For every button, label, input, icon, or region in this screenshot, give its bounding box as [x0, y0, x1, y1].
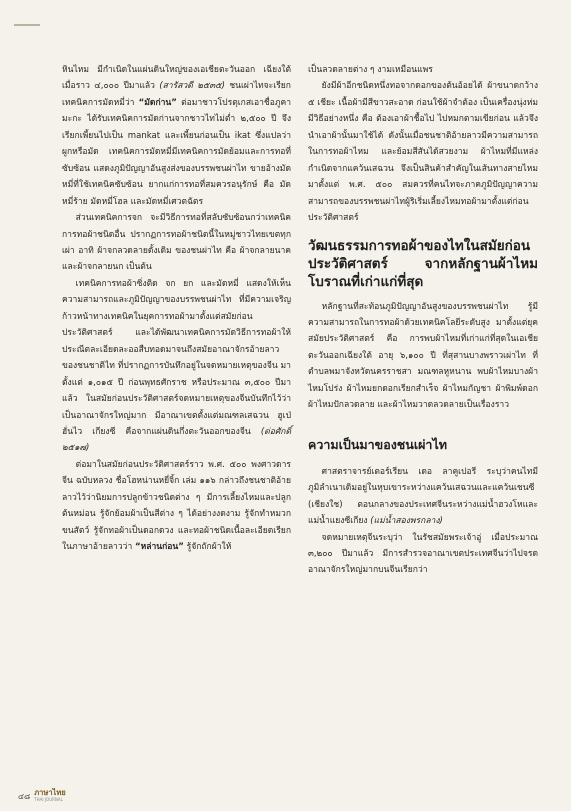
corner-mark	[14, 6, 40, 26]
magazine-logo	[34, 789, 65, 803]
text-run: ศาสตราจารย์เตอร์เรียน เดอ ลาคูเปอรี ระบุว่าคนไทมีภูมิลำเนาเดิมอยู่ในหุบเขาระหว่างแคว้นเสฉวนและแคว้นเชนซี (เชียงใช) ตอนกลางของประเทศจีนระหว่างแม่น้ำฮวงโหและแม่น้ำแยงซีเกียง	[308, 466, 538, 527]
body-paragraph	[62, 276, 291, 457]
body-paragraph	[62, 210, 291, 276]
body-paragraph	[62, 62, 291, 210]
body-paragraph	[308, 530, 538, 579]
emphasis-term: “หล่านก่อน”	[134, 542, 184, 553]
magazine-subtitle: THAI JOURNAL	[34, 797, 63, 802]
left-column	[62, 62, 291, 556]
section-heading: วัฒนธรรมการทอผ้าของไทในสมัยก่อนประวัติศาสตร์ จากหลักฐานผ้าไหมโบราณที่เก่าแก่ที่สุด	[308, 237, 538, 290]
section-heading: ความเป็นมาของชนเผ่าไท	[308, 436, 447, 452]
citation: (สารัสวดี ๒๕๓๕)	[159, 81, 225, 92]
magazine-name: ภาษาไทย	[34, 788, 66, 797]
body-paragraph	[308, 78, 538, 226]
citation: (ต่อศักดิ์ ๒๕๑๗)	[62, 426, 291, 454]
text-run: ชนเผ่าไทจะเรียกเทคนิคการมัดหมี่ว่า	[62, 81, 291, 108]
text-run: เทคนิคการทอผ้าซิ่งติด จก ยก และมัดหมี่ แสดงให้เห็นความสามารถและภูมิปัญญาของบรรพชนผ่าไท ที่มีความเจริญก้าวหน้าทางเทคนิคในยุคการทอผ้ามาตั้งแต่สมัยก่อนประวัติศาสตร์ และได้พัฒนาเทคนิคการมัดวิธีการทอผ้าให้ประณีตละเอียดละออสืบทอดมาจนถึงสมัยอาณาจักรอ้ายลาว ของชนชาติไท ที่ปรากฏการบันทึกอยู่ในจดหมายเหตุของจีน มาตั้งแต่ ๑,๐๑๕ ปี ก่อนพุทธศักราช หรือประมาณ ๓,๕๐๐ ปีมาแล้ว ในสมัยก่อนประวัติศาสตร์จดหมายเหตุของจีนบันทึกไว้ว่า เป็นอาณาจักรใหญ่มาก มีอาณาเขตตั้งแต่มณฑลเสฉวน ฮูเป่ ฮั่นไว เกียงซี คือจากแผ่นดินกึ่งตะวันออกของจีน	[62, 278, 291, 437]
text-run: ต่อมาในสมัยก่อนประวัติศาสตร์ราว พ.ศ. ๕๐๐ พงศาวดารจีน ฉบับหลวง ชื่อโฮหน่านหยี่จิ้ก เล่ม ๑๑๖ กล่าวถึงชนชาติอ้ายลาวไว้ว่านิยมการปลูกข้าวชนิดต่าง ๆ มีการเลี้ยงไหมและปลูกต้นหม่อน รู้จักย้อมผ้าเป็นสีต่าง ๆ ได้อย่างงดงาม รู้จักทำหมวก ขนสัตว์ รู้จักทอผ้าเป็นดอกดวง และทอผ้าชนิดเนื้อละเอียดเรียกในภาษาอ้ายลาวว่า	[62, 459, 291, 553]
body-paragraph	[308, 464, 538, 530]
page-footer	[18, 789, 66, 803]
text-run: รู้จักถักผ้าให้	[183, 542, 232, 553]
right-column	[308, 62, 538, 579]
text-run: หินไหม มีกำเนิดในแผ่นดินใหญ่ของเอเชียตะวันออก เฉียงใต้เมื่อราว ๔,๐๐๐ ปีมาแล้ว	[62, 65, 291, 92]
body-paragraph	[308, 62, 538, 78]
emphasis-term: “มัดก่าน”	[138, 97, 177, 108]
body-paragraph	[308, 299, 538, 414]
page-number: ๔๘	[18, 791, 31, 801]
text-run: ส่วนเทคนิคการจก จะมีวิธีการทอที่สลับซับซ้อนกว่าเทคนิคการทอผ้าชนิดอื่น ปรากฏการทอผ้าชนิดนี้ในหมู่ชาวไทยเขตทุกเผ่า อาทิ ผ้าจกลวดลายดั้งเดิม ของชนผ่าไท คือ ผ้าจกลายนาค และผ้าจกลายนก เป็นต้น	[62, 213, 291, 273]
text-run: หลักฐานที่สะท้อนภูมิปัญญาอันสูงของบรรพชนผ่าไท รู้มีความสามารถในการทอผ้าด้วยเทคนิคโลยีระดับสูง มาตั้งแต่ยุคสมัยประวัติศาสตร์ คือ การพบผ้าไหมที่เก่าแก่ที่สุดในเอเชียตะวันออกเฉียงใต้ อายุ ๖,๑๐๐ ปี ที่สุสานบางพราวเผ่าไท ที่ตำบลพมาจังหวัดนครราชสา มณฑลหูหนาน พบผ้าไหมบางผ้าไหมโปร่ง ผ้าไหมยกดอกเรียกสำเร็จ ผ้าไหมกัญชา ผ้าพิมพ์ดอก ผ้าไหมปักลวดลาย และผ้าไหมวาดลวดลายเป็นเรื่องราว	[308, 301, 538, 411]
text-run: เป็นลวดลายต่าง ๆ งามเหมือนแพร	[308, 65, 433, 75]
body-paragraph	[62, 457, 291, 556]
text-run: ยังมีผ้าอีกชนิดหนึ่งทอจากดอกของต้นอ้อยได้ ผ้าขนาดกว้าง ๕ เชียะ เนื้อผ้ามีสีขาวสะอาด ก่อนใช้ผ้าจำต้อง เป็นเครื่องนุ่งห่มมีวิธีอย่างหนึ่ง คือ ต้องเอาผ้าชื้อไป ไปหมกตามเขียก่อน แล้วจึงนำเอาผ้านั้นมาใช้ได้ ดังนั้นเมื่อชนชาติอ้ายลาวมีความสามารถในการทอผ้าไหม และย้อมสีสันได้สวยงาม ผ้าไหมที่มีแหล่งกำเนิดจากแคว้นเสฉวน จึงเป็นสินค้าสำคัญในเส้นทางสายไหมมาตั้งแต่ พ.ศ. ๕๐๐ สมควรที่คนไทจะภาคภูมิปัญญาความสามารถของบรรพชนผ่าไทผู้ริเริ่มเลี้ยงไหมทอผ้ามาตั้งแต่ก่อนประวัติศาสตร์	[308, 81, 538, 224]
text-run: จดหมายเหตุจีนระบุว่า ในรัชสมัยพระเจ้าอู่ เมื่อประมาณ ๓,๒๐๐ ปีมาแล้ว มีการสำรวจอาณาเขตประเทศจีนว่าไปจรดอาณาจักรใหญ่มากบนจีนเรียกว่า	[308, 532, 538, 576]
text-run: ต่อมาชาวโปรตุเกสเอาชื่อภูคามะกะ ได้รับเทคนิคการมัดก่านจากชาวไทไม่ต่ำ ๒,๕๐๐ ปี จึงเรียกเพี้ยนไปเป็น mankat และเพี้ยนก่อนเป็น ikat ซึ่งแปลว่า ผูกหรือมัด เทคนิคการมัดหมี่มีเทคนิคการมัดย้อมและการทอที่ซับซ้อน แสดงภูมิปัญญาอันสูงส่งของบรรพชนผ่าไท ขายอ้างมัดหมี่ที่ใช้เทคนิคซับซ้อน ยากแก่การทอที่สมควรอนุรักษ์ คือ มัดหมี่ร้าย มัดหมี่โฮล และมัดหมี่เศวตฉัตร	[62, 97, 291, 207]
citation: (แม่น้ำสองพรกลาง)	[370, 516, 443, 527]
